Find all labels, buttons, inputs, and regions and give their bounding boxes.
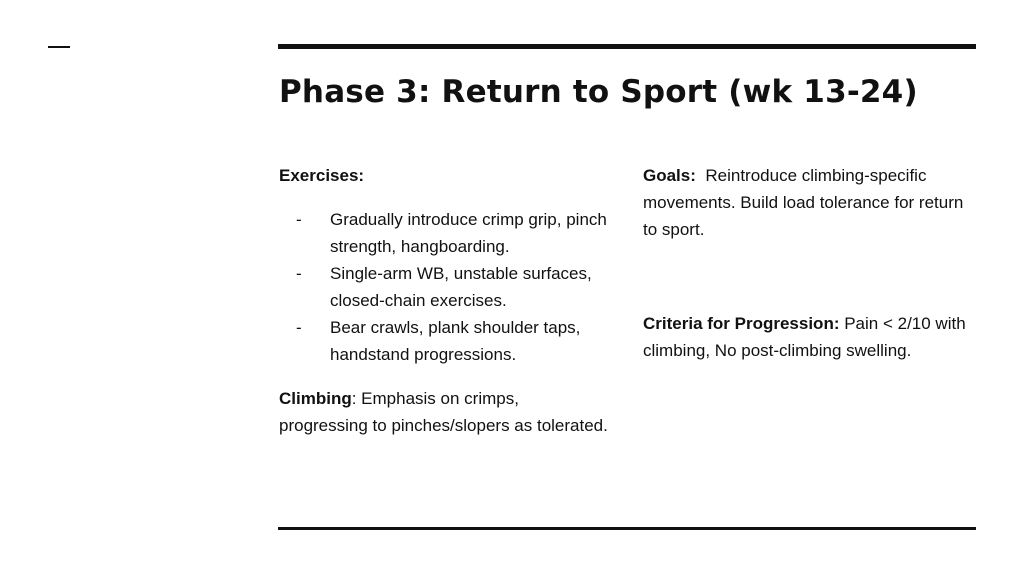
top-rule-divider [278,44,976,49]
goals-text: Reintroduce climbing-specific movements. Build load tolerance for return to sport. [643,166,969,239]
exercise-item [279,206,609,260]
climbing-label: Climbing [279,389,352,408]
dash-bullet: - [296,264,302,283]
corner-dash-mark [48,46,70,48]
criteria-text: Pain < 2/10 with climbing, No post-climbing swelling. [643,314,966,360]
exercises-heading: Exercises: [279,166,365,185]
exercise-item-text: Bear crawls, plank shoulder taps, handstand progressions. [330,318,581,364]
goals-label: Goals: [643,166,696,185]
exercise-item-text: Gradually introduce crimp grip, pinch strength, hangboarding. [330,210,607,256]
right-column [643,162,973,364]
criteria-paragraph [643,310,973,364]
criteria-label: Criteria for Progression: [643,314,840,333]
climbing-text: : Emphasis on crimps, progressing to pinches/slopers as tolerated. [279,389,608,435]
slide-title: Phase 3: Return to Sport (wk 13-24) [279,74,918,110]
climbing-paragraph [279,385,609,439]
exercise-item [279,260,609,314]
exercise-list [279,206,609,368]
bottom-rule-divider [278,527,976,530]
left-column [279,162,609,439]
exercise-item-text: Single-arm WB, unstable surfaces, closed-chain exercises. [330,264,592,310]
dash-bullet: - [296,318,302,337]
exercise-item [279,314,609,368]
goals-paragraph [643,162,973,243]
dash-bullet: - [296,210,302,229]
